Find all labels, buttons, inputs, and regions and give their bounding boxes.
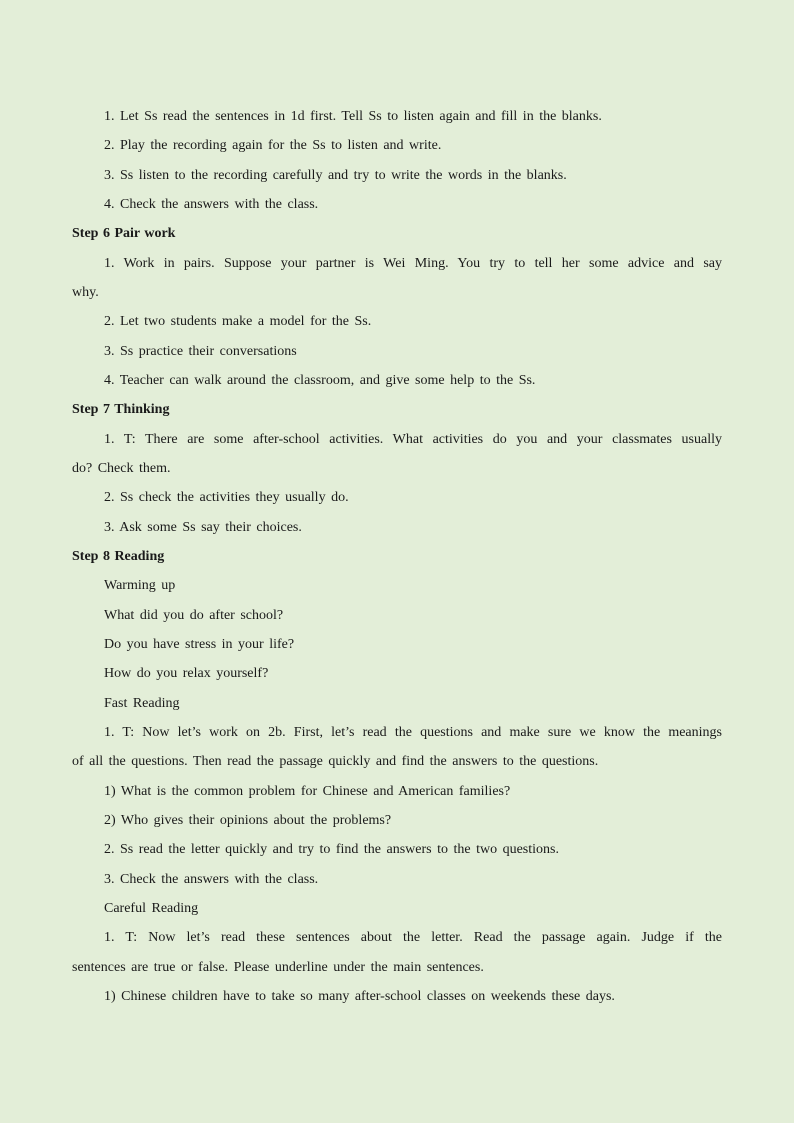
text-line: 1. Let Ss read the sentences in 1d first. Tell Ss to listen again and fill in the blanks. [104,109,602,124]
text-line: 2. Let two students make a model for the Ss. [104,314,372,329]
text-line: 1. T: There are some after-school activities. What activities do you and your classmates usually [104,432,722,447]
text-line: 3. Ss listen to the recording carefully and try to write the words in the blanks. [104,168,567,183]
section-heading: Step 7 Thinking [72,402,170,417]
text-line: why. [72,285,99,300]
text-line: 2) Who gives their opinions about the problems? [104,813,392,828]
text-line: 4. Check the answers with the class. [104,197,319,212]
text-line: 2. Play the recording again for the Ss to listen and write. [104,138,442,153]
subheading: Careful Reading [104,901,199,916]
text-line: 1) What is the common problem for Chinese and American families? [104,784,511,799]
section-heading: Step 8 Reading [72,549,165,564]
text-line: How do you relax yourself? [104,666,269,681]
text-line: 2. Ss read the letter quickly and try to find the answers to the two questions. [104,842,559,857]
text-line: 1. Work in pairs. Suppose your partner is Wei Ming. You try to tell her some advice and say [104,256,722,271]
text-line: 3. Check the answers with the class. [104,872,319,887]
text-line: 1) Chinese children have to take so many after-school classes on weekends these days. [104,989,615,1004]
text-line: What did you do after school? [104,608,284,623]
text-line: do? Check them. [72,461,171,476]
text-line: 2. Ss check the activities they usually do. [104,490,349,505]
text-line: 1. T: Now let’s work on 2b. First, let’s read the questions and make sure we know the meanings [104,725,722,740]
subheading: Fast Reading [104,696,180,711]
text-line: 3. Ask some Ss say their choices. [104,520,302,535]
text-line: Do you have stress in your life? [104,637,295,652]
text-line: 1. T: Now let’s read these sentences about the letter. Read the passage again. Judge if the [104,930,722,945]
text-line: of all the questions. Then read the passage quickly and find the answers to the questions. [72,754,599,769]
section-heading: Step 6 Pair work [72,226,176,241]
text-line: 3. Ss practice their conversations [104,344,297,359]
text-line: 4. Teacher can walk around the classroom, and give some help to the Ss. [104,373,536,388]
subheading: Warming up [104,578,176,593]
text-line: sentences are true or false. Please underline under the main sentences. [72,960,484,975]
